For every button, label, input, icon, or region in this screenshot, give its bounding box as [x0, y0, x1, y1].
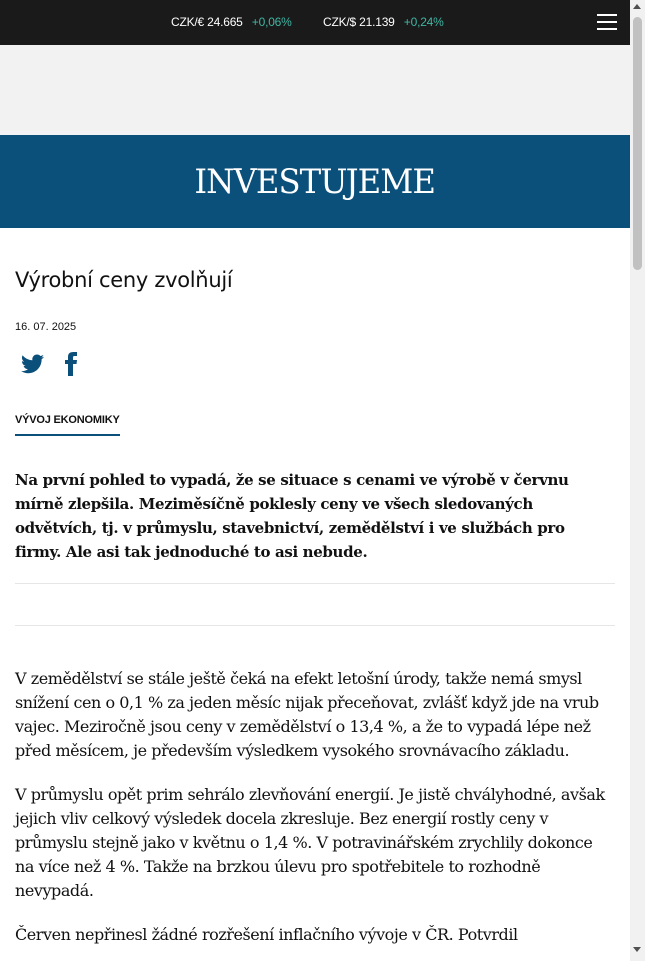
divider — [15, 583, 615, 584]
ticker-pair: CZK/$ 21.139 — [323, 15, 395, 29]
scroll-up-arrow-icon[interactable] — [633, 4, 641, 9]
ticker-change: +0,06% — [251, 15, 292, 29]
scrollbar-thumb[interactable] — [633, 17, 642, 270]
article-perex: Na první pohled to vypadá, že se situace s cenami ve výrobě v červnu mírně zlepšila. Meziměsíčně poklesly ceny ve všech sledovaných odvětvích, tj. v průmyslu, stavebnictví, zemědělství i ve službách pro firmy. Ale asi tak jednoduché to asi nebude. — [15, 471, 569, 561]
category-link[interactable]: VÝVOJ EKONOMIKY — [15, 414, 120, 436]
ticker-usd — [323, 15, 444, 29]
divider — [15, 625, 615, 626]
article-date: 16. 07. 2025 — [15, 321, 77, 333]
top-bar — [0, 0, 630, 45]
article-body — [15, 667, 615, 961]
brand-logo-text[interactable]: INVESTUJEME — [194, 162, 436, 202]
article-paragraph: V průmyslu opět prim sehrálo zlevňování energií. Je jistě chvályhodné, avšak jejich vliv celkový výsledek docela zkresluje. Bez energií rostly ceny v průmyslu stejně jako v květnu o 1,4 %. V potravinářském zrychlily dokonce na více než 4 %. Takže na brzkou úlevu pro spotřebitele to rozhodně nevypadá. — [15, 785, 605, 900]
facebook-icon[interactable] — [64, 352, 78, 376]
menu-line — [597, 21, 617, 23]
ticker-pair: CZK/€ 24.665 — [171, 15, 243, 29]
article-paragraph: V zemědělství se stále ještě čeká na efekt letošní úrody, takže nemá smysl snížení cen o 0,1 % za jeden měsíc nijak přeceňovat, zvlášť když jde na vrub vajec. Meziročně jsou ceny v zemědělství o 13,4 %, a že to vypadá lépe než před měsícem, je především výsledkem vysokého srovnávacího základu. — [15, 669, 599, 760]
article-title: Výrobní ceny zvolňují — [15, 268, 233, 292]
ad-space — [0, 45, 630, 135]
article-paragraph: Červen nepřinesl žádné rozřešení inflačního vývoje v ČR. Potvrdil — [15, 925, 518, 944]
ticker-change: +0,24% — [403, 15, 444, 29]
menu-line — [597, 28, 617, 30]
twitter-icon[interactable] — [21, 354, 44, 374]
ticker-eur — [171, 15, 292, 29]
menu-line — [597, 14, 617, 16]
scrollbar[interactable] — [630, 0, 645, 961]
brand-logo[interactable] — [0, 160, 630, 204]
scroll-down-arrow-icon[interactable] — [633, 947, 641, 952]
hamburger-menu-icon[interactable] — [597, 14, 617, 31]
